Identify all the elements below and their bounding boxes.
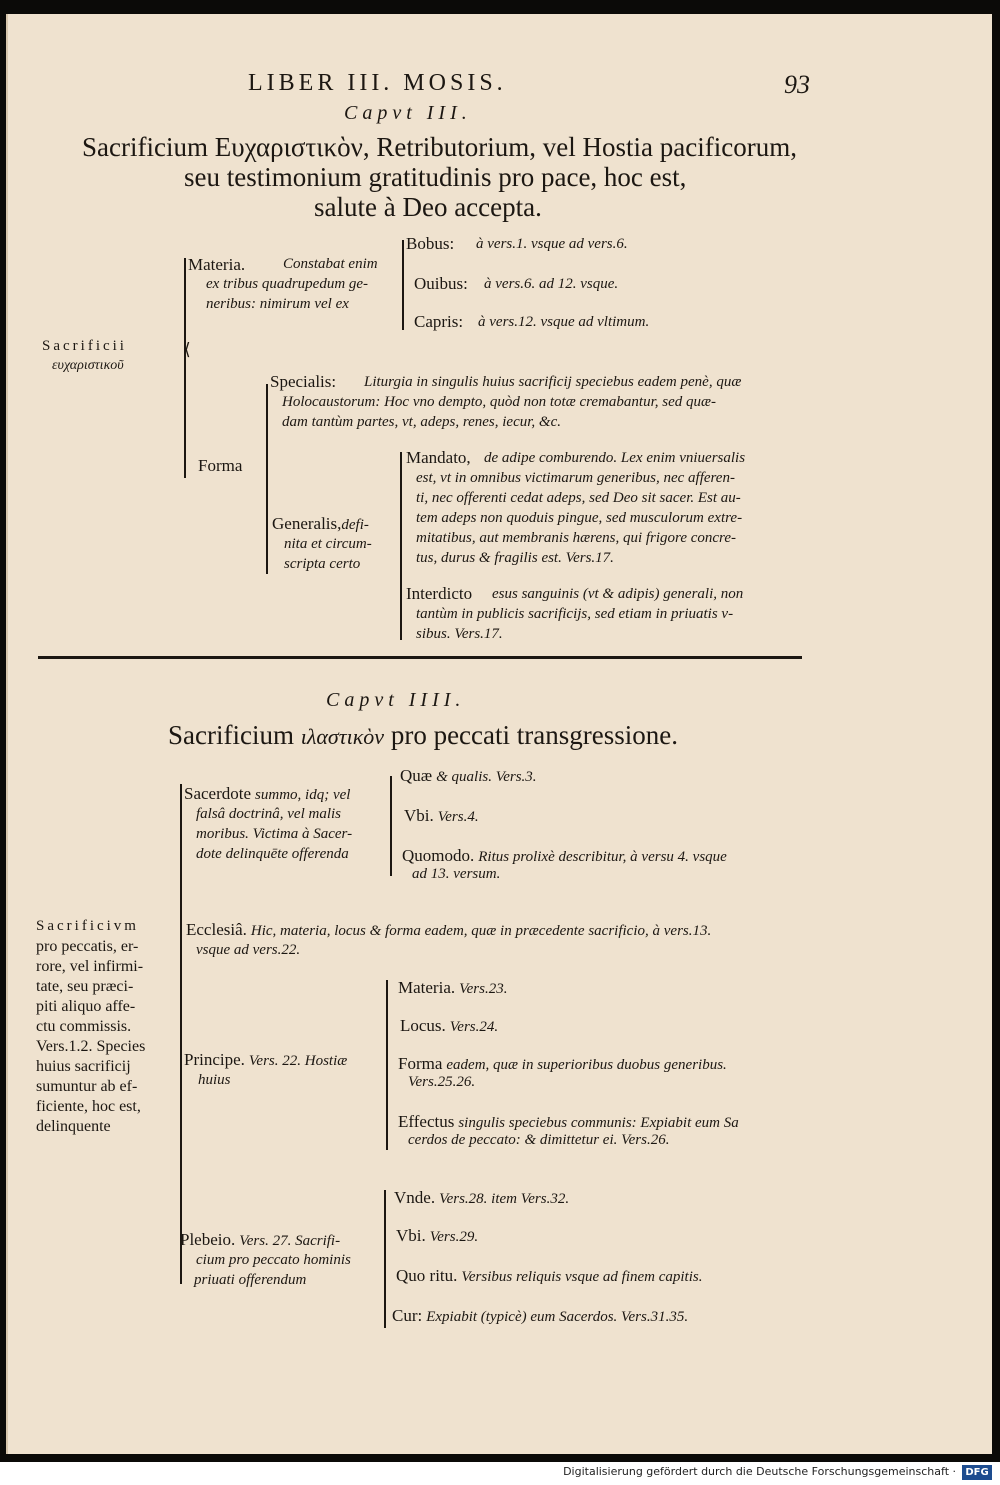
interdicto-label: Interdicto (406, 584, 473, 603)
vbi1-label: Vbi. (404, 806, 434, 825)
capris-label: Capris: (414, 312, 464, 331)
quomodo-row (402, 846, 727, 866)
ch3-brace-main (184, 258, 186, 478)
generalis-label: Generalis, (272, 514, 342, 533)
mandato-label: Mandato, (406, 448, 471, 467)
sacerdote-text-2: falsâ doctrinâ, vel malis (196, 806, 341, 822)
forma-brace (266, 384, 268, 574)
generalis-text-3: scripta certo (284, 556, 361, 572)
vbi1-row (404, 806, 479, 826)
specialis-text-3: dam tantùm partes, vt, adeps, renes, iecur, &c. (282, 414, 561, 430)
principe-label: Principe. (184, 1050, 245, 1069)
running-head: LIBER III. MOSIS. (248, 70, 507, 96)
plebeio-brace (384, 1190, 386, 1328)
ch4-root-line10: ficiente, hoc est, (36, 1098, 141, 1115)
interdicto-text-3: sibus. Vers.17. (416, 626, 503, 642)
principe-row (184, 1050, 347, 1070)
plebeio-text-1: Vers. 27. Sacrifi- (239, 1233, 341, 1249)
ch4-root-line5: piti aliquo affe- (36, 998, 136, 1015)
forma4-text-2: Vers.25.26. (408, 1074, 476, 1090)
specialis-label: Specialis: (270, 372, 337, 391)
effectus-text-2: cerdos de peccato: & dimittetur ei. Vers.26. (408, 1132, 670, 1148)
chapter4-title (168, 720, 678, 751)
vbi2-label: Vbi. (396, 1226, 426, 1245)
plebeio-text-2: cium pro peccato hominis (196, 1252, 351, 1268)
ouibus-text: à vers.6. ad 12. vsque. (484, 276, 619, 292)
quomodo-text-2: ad 13. versum. (412, 866, 501, 882)
sacerdote-text-3: moribus. Victima à Sacer- (196, 826, 353, 842)
folio-number: 93 (784, 70, 810, 99)
generalis-brace (400, 452, 402, 640)
specialis-text-2: Holocaustorum: Hoc vno dempto, quòd non totæ cremabantur, sed quæ- (282, 394, 716, 410)
materia-text-2: ex tribus quadrupedum ge- (206, 276, 369, 292)
ch4-root-line3: rore, vel infirmi- (36, 958, 144, 975)
capris-text: à vers.12. vsque ad vltimum. (478, 314, 650, 330)
materia-brace (402, 240, 404, 330)
principe-text-1: Vers. 22. Hostiæ (248, 1053, 348, 1069)
ecclesia-row (186, 920, 711, 940)
mandato-text-4: tem adeps non quoduis pingue, sed musculorum extre- (416, 510, 743, 526)
mandato-text-3: ti, nec offerenti cedat adeps, sed Deo sit sacer. Est au- (416, 490, 741, 506)
ch4-root-line9: sumuntur ab ef- (36, 1078, 138, 1095)
forma-label: Forma (198, 456, 243, 475)
book-page (6, 14, 992, 1454)
materia4-label: Materia. (398, 978, 456, 997)
forma4-row (398, 1054, 727, 1074)
chapter4-heading: Capvt IIII. (326, 689, 466, 711)
ch4-root-line2: pro peccatis, er- (36, 938, 139, 955)
mandato-text-6: tus, durus & fragilis est. Vers.17. (416, 550, 614, 566)
quae-row (400, 766, 537, 786)
chapter4-title-greek: ιλαστικὸν (300, 724, 385, 749)
plebeio-text-3: priuati offerendum (194, 1272, 307, 1288)
ouibus-label: Ouibus: (414, 274, 468, 293)
ch4-root-line6: ctu commissis. (36, 1018, 132, 1035)
vbi2-row (396, 1226, 478, 1246)
sacerdote-line1 (184, 784, 350, 804)
locus-row (400, 1016, 498, 1036)
mandato-text-5: mitatibus, aut membranis hærens, qui frigore concre- (416, 530, 736, 546)
effectus-text-1: singulis speciebus communis: Expiabit eum Sa (458, 1115, 739, 1131)
mandato-text-2: est, vt in omnibus victimarum generibus, nec afferen- (416, 470, 735, 486)
chapter4-title-a: Sacrificium (168, 720, 294, 750)
ch4-brace-main (180, 784, 182, 1284)
materia4-row (398, 978, 507, 998)
forma4-text-1: eadem, quæ in superioribus duobus generibus. (446, 1057, 727, 1073)
chapter4-title-c: pro peccati transgressione. (390, 720, 678, 750)
materia4-text: Vers.23. (459, 981, 508, 997)
quoritu-row (396, 1266, 702, 1286)
sacerdote-brace (390, 776, 392, 876)
quomodo-text-1: Ritus prolixè describitur, à versu 4. vsque (478, 849, 727, 865)
quoritu-label: Quo ritu. (396, 1266, 458, 1285)
cur-label: Cur: (392, 1306, 423, 1325)
vbi2-text: Vers.29. (429, 1229, 479, 1245)
footer-bar (0, 1462, 1000, 1485)
mandato-text-1: de adipe comburendo. Lex enim vniuersalis (484, 450, 746, 466)
materia-text-3: neribus: nimirum vel ex (206, 296, 349, 312)
ch4-root-line7: Vers.1.2. Species (36, 1038, 146, 1055)
sacerdote-label: Sacerdote (184, 784, 252, 803)
cur-text: Expiabit (typicè) eum Sacerdos. Vers.31.35. (426, 1309, 689, 1325)
principe-brace (386, 980, 388, 1150)
plebeio-label: Plebeio. (180, 1230, 236, 1249)
chapter3-title-line3: salute à Deo accepta. (314, 192, 542, 222)
generalis-text-2: nita et circum- (284, 536, 372, 552)
quae-label: Quæ (400, 766, 433, 785)
chapter3-title-line1: Sacrificium Ευχαριστικὸν, Retributorium, vel Hostia pacificorum, (82, 132, 797, 162)
specialis-text-1: Liturgia in singulis huius sacrificij speciebus eadem penè, quæ (364, 374, 742, 390)
locus-text: Vers.24. (449, 1019, 499, 1035)
ch3-root-label: Sacrificii (42, 338, 127, 354)
ecclesia-label: Ecclesiâ. (186, 920, 247, 939)
dfg-logo: DFG (962, 1465, 992, 1480)
chapter3-heading: Capvt III. (344, 102, 472, 124)
ch3-root-greek: ευχαριστικοῦ (52, 358, 124, 373)
bobus-text: à vers.1. vsque ad vers.6. (476, 236, 628, 252)
plebeio-row (180, 1230, 340, 1250)
ch4-root-line4: tate, seu præci- (36, 978, 134, 995)
interdicto-text-1: esus sanguinis (vt & adipis) generali, non (492, 586, 744, 602)
section-divider (38, 656, 802, 659)
effectus-row (398, 1112, 739, 1132)
quomodo-label: Quomodo. (402, 846, 475, 865)
generalis-line1 (272, 514, 369, 534)
ch3-brace-point: ⟨ (184, 340, 191, 359)
generalis-text-1: defi- (341, 517, 369, 533)
interdicto-text-2: tantùm in publicis sacrificijs, sed etiam in priuatis v- (416, 606, 734, 622)
ch4-root-line11: delinquente (36, 1118, 111, 1135)
footer-credit: Digitalisierung gefördert durch die Deutsche Forschungsgemeinschaft · (563, 1465, 956, 1478)
vnde-row (394, 1188, 569, 1208)
locus-label: Locus. (400, 1016, 446, 1035)
vnde-text: Vers.28. item Vers.32. (439, 1191, 570, 1207)
principe-text-2: huius (198, 1072, 231, 1088)
vbi1-text: Vers.4. (437, 809, 479, 825)
sacerdote-text-1: summo, idq; vel (255, 787, 351, 803)
cur-row (392, 1306, 688, 1326)
ch4-root-line8: huius sacrificij (36, 1058, 131, 1075)
quae-text: & qualis. Vers.3. (436, 769, 537, 785)
vnde-label: Vnde. (394, 1188, 436, 1207)
effectus-label: Effectus (398, 1112, 455, 1131)
materia-label: Materia. (188, 255, 246, 274)
sacerdote-text-4: dote delinquēte offerenda (196, 846, 349, 862)
bobus-label: Bobus: (406, 234, 455, 253)
forma4-label: Forma (398, 1054, 443, 1073)
chapter3-title-line2: seu testimonium gratitudinis pro pace, hoc est, (184, 162, 687, 192)
ecclesia-text-1: Hic, materia, locus & forma eadem, quæ in præcedente sacrificio, à vers.13. (250, 923, 712, 939)
ecclesia-text-2: vsque ad vers.22. (196, 942, 301, 958)
quoritu-text: Versibus reliquis vsque ad finem capitis. (461, 1269, 703, 1285)
materia-text-1: Constabat enim (283, 256, 378, 272)
ch4-root-label: Sacrificivm (36, 918, 139, 934)
